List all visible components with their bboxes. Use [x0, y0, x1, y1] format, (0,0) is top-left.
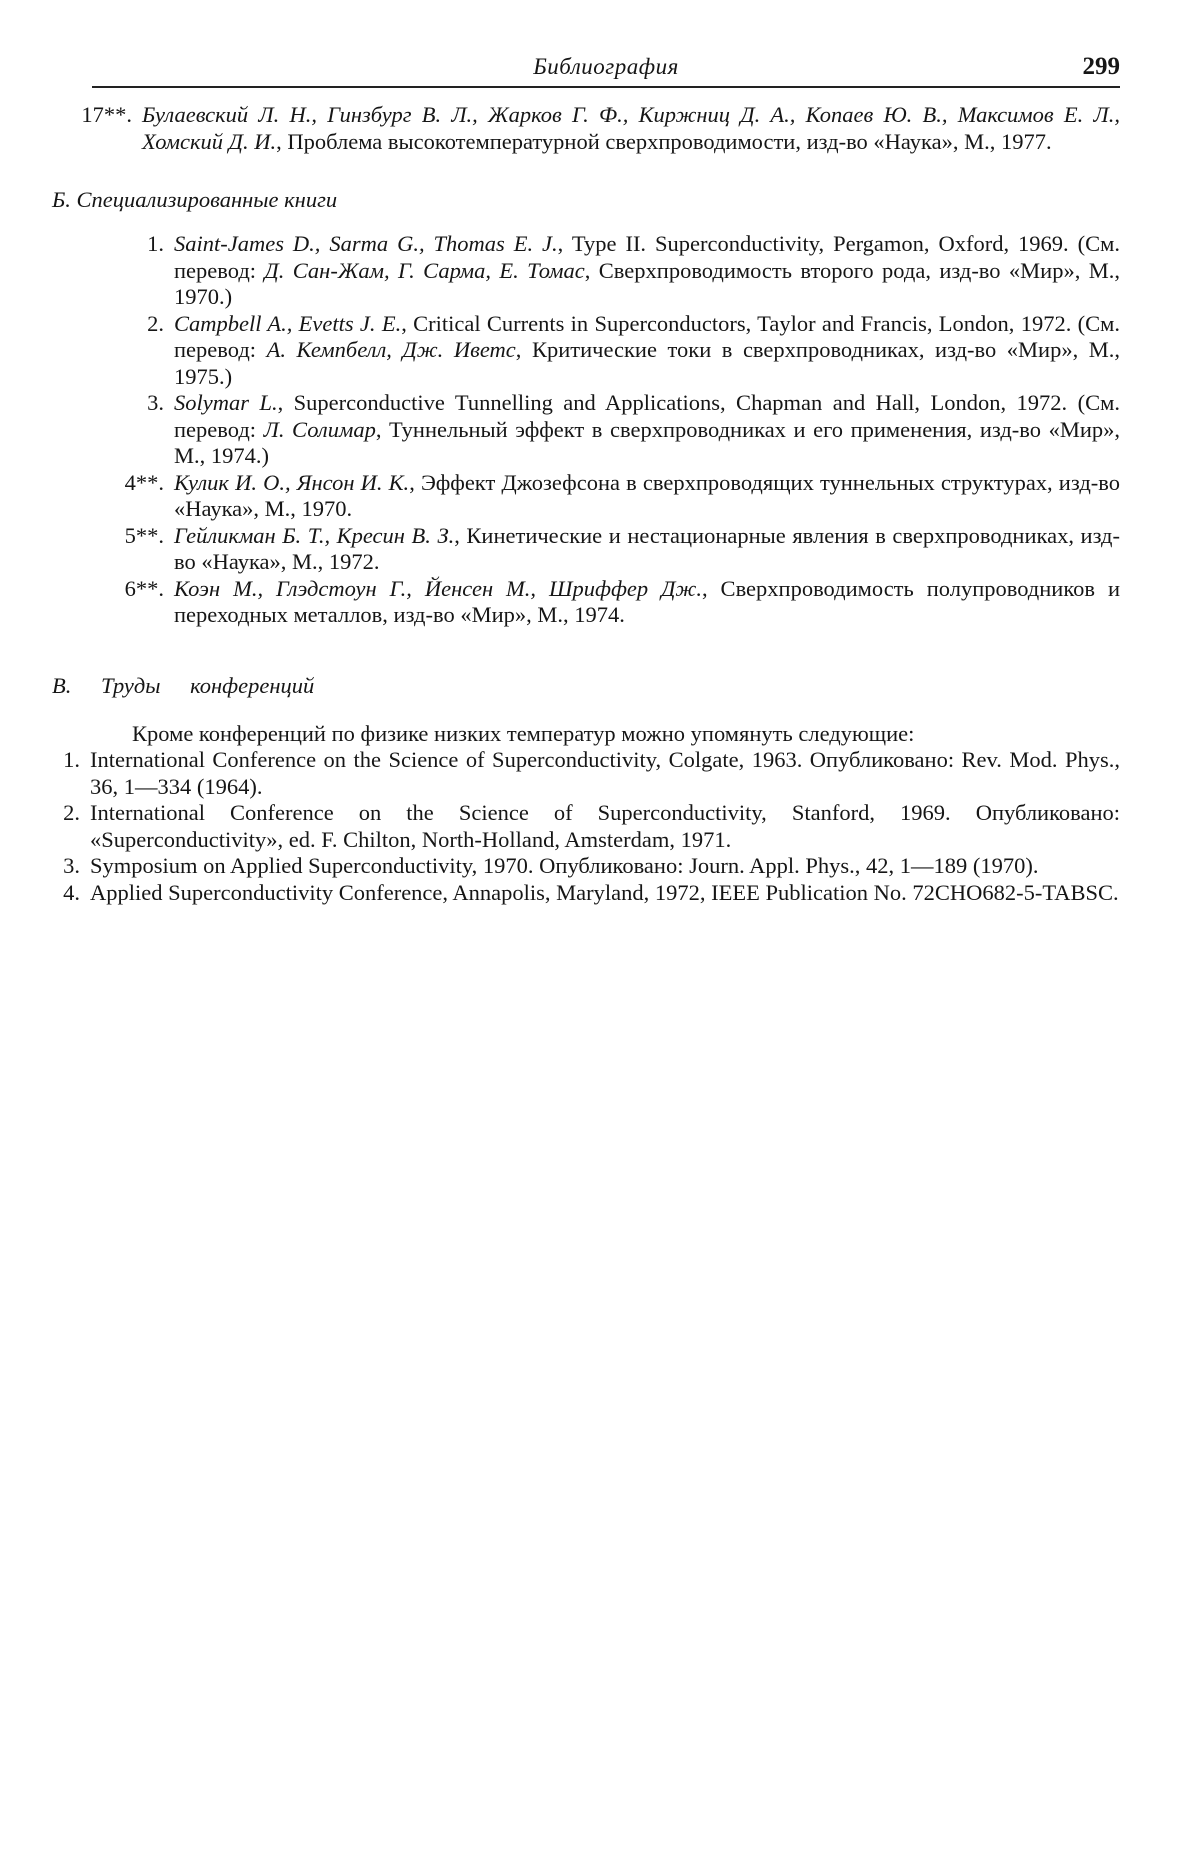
entry-text: Applied Superconductivity Conference, Annapolis, Maryland, 1972, IEEE Publication No. 72CHO682-5-TABSC.: [90, 879, 1119, 905]
section-title-word: конференций: [190, 672, 315, 698]
list-item: [52, 747, 1120, 800]
entry-number: 1.: [147, 231, 164, 256]
entry-number: 4.: [63, 879, 80, 905]
translation-authors: Д. Сан-Жам, Г. Сарма, Е. Томас: [264, 257, 585, 283]
page-number: 299: [1082, 53, 1120, 80]
list-item: [52, 853, 1120, 880]
list-item: [52, 800, 1120, 853]
entry-text: [174, 523, 1120, 576]
translation-authors: А. Кемпбелл, Дж. Иветс: [266, 337, 516, 362]
section-intro: Кроме конференций по физике низких температур можно упомянуть следующие:: [132, 720, 915, 746]
entry-body: , Кинетические и нестационарные явления в сверхпроводниках, изд-во «Наука», М., 1972.: [174, 522, 1120, 574]
section-title: Специализированные книги: [76, 187, 338, 212]
entry-number: 3.: [63, 853, 80, 878]
entry-text: [174, 311, 1120, 391]
entry-authors: Solymar L.: [174, 390, 278, 415]
section-heading-b: [52, 187, 1120, 213]
entry-body: , Superconductive Tunnelling and Applications, Chapman and Hall, London, 1972. (См. перевод:: [174, 390, 1120, 442]
entry-text: [142, 102, 1120, 155]
section-letter: Б.: [52, 187, 71, 212]
entry-body: , Type II. Superconductivity, Pergamon, Oxford, 1969. (См. перевод:: [174, 231, 1120, 283]
section-heading-c: [52, 673, 1120, 699]
entry-number: 3.: [147, 390, 164, 415]
book-page: [52, 52, 1120, 906]
entry-authors: Campbell A., Evetts J. E.: [174, 310, 402, 336]
entry-number: 2.: [147, 310, 164, 336]
specialized-books-list: [92, 231, 1120, 629]
bibliography-entry-17: [52, 102, 1120, 155]
running-title: Библиография: [533, 54, 679, 79]
conference-list: [52, 747, 1120, 906]
entry-number: 1.: [63, 747, 80, 772]
entry-text: International Conference on the Science of Superconductivity, Stanford, 1969. Опубликовано: «Superconductivity», ed. F. Chilton, North-Holland, Amsterdam, 1971.: [90, 800, 1120, 852]
list-item: [92, 470, 1120, 523]
translation-authors: Л. Солимар: [263, 416, 376, 442]
entry-text: [174, 470, 1120, 523]
entry-authors: Коэн М., Глэдстоун Г., Йенсен М., Шриффер Дж.: [174, 575, 702, 601]
translation-body: , Туннельный эффект в сверхпроводниках и его применения, изд-во «Мир», М., 1974.): [174, 416, 1120, 468]
entry-body: , Эффект Джозефсона в сверхпроводящих туннельных структурах, изд-во «Наука», М., 1970.: [174, 469, 1120, 521]
entry-authors: Гейликман Б. Т., Кресин В. З.: [174, 522, 455, 548]
list-item: [92, 311, 1120, 391]
entry-rest: , Проблема высокотемпературной сверхпроводимости, изд-во «Наука», М., 1977.: [276, 128, 1052, 154]
entry-body: , Сверхпроводимость полупроводников и переходных металлов, изд-во «Мир», М., 1974.: [174, 575, 1120, 627]
entry-body: , Critical Currents in Superconductors, Taylor and Francis, London, 1972. (См. перевод:: [174, 310, 1120, 362]
translation-body: , Критические токи в сверхпроводниках, изд-во «Мир», М., 1975.): [174, 337, 1120, 389]
entry-text: [174, 231, 1120, 311]
entry-number: 4**.: [124, 469, 164, 495]
entry-text: Symposium on Applied Superconductivity, 1970. Опубликовано: Journ. Appl. Phys., 42, 1—189 (1970).: [90, 853, 1039, 878]
entry-number: 5**.: [124, 522, 164, 548]
entry-authors: Saint-James D., Sarma G., Thomas E. J.: [174, 231, 558, 256]
entry-number: 2.: [63, 800, 80, 825]
translation-body: , Сверхпроводимость второго рода, изд-во «Мир», М., 1970.): [174, 257, 1120, 309]
entry-text: International Conference on the Science of Superconductivity, Colgate, 1963. Опубликовано: Rev. Mod. Phys., 36, 1—334 (1964).: [90, 747, 1120, 799]
entry-text: [174, 390, 1120, 470]
list-item: [92, 390, 1120, 470]
running-header: [92, 52, 1120, 88]
entry-authors: Кулик И. О., Янсон И. К.: [174, 469, 410, 495]
list-item: [92, 523, 1120, 576]
section-title-word: Труды: [101, 672, 161, 698]
section-letter: В.: [52, 672, 72, 698]
list-item: [52, 880, 1120, 907]
entry-authors: Булаевский Л. Н., Гинзбург В. Л., Жарков Г. Ф., Киржниц Д. А., Копаев Ю. В., Максимов Е. Л., Хомский Д. И.: [142, 102, 1120, 154]
entry-number: 6**.: [124, 575, 164, 601]
entry-number: 17**.: [81, 102, 132, 127]
list-item: [92, 576, 1120, 629]
list-item: [92, 231, 1120, 311]
entry-text: [174, 576, 1120, 629]
